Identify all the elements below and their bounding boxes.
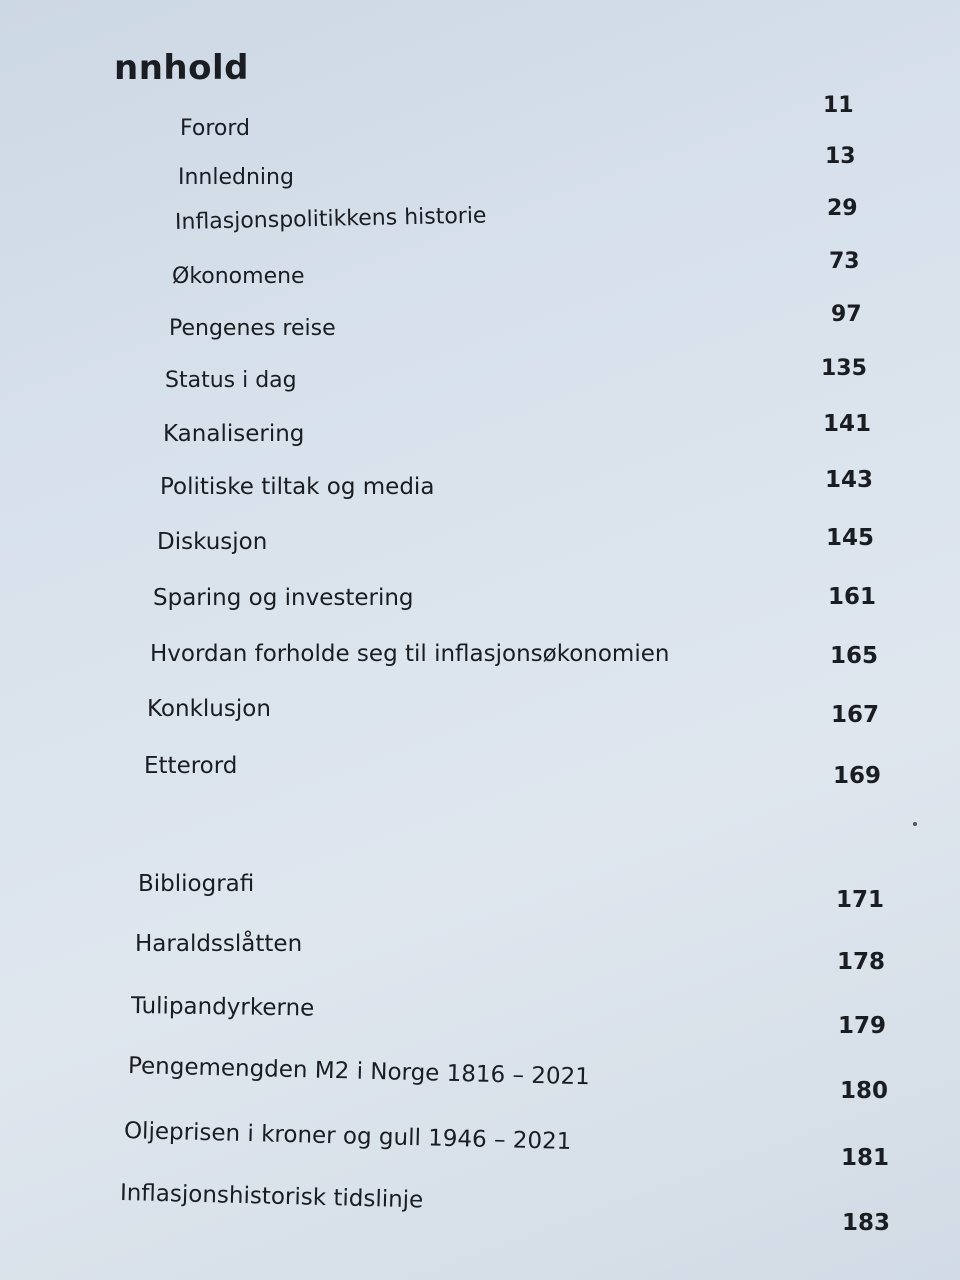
toc-entry-title: Innledning (178, 165, 294, 190)
toc-entry-page: 161 (828, 584, 877, 610)
toc-entry-page: 13 (825, 144, 856, 169)
toc-entry-page: 178 (837, 949, 886, 975)
contents-heading: nnhold (114, 48, 249, 88)
toc-entry-title: Pengemengden M2 i Norge 1816 – 2021 (127, 1053, 591, 1091)
toc-entry-title: Inflasjonspolitikkens historie (174, 203, 487, 235)
toc-entry-page: 169 (833, 763, 882, 789)
toc-entry-title: Pengenes reise (169, 316, 336, 341)
toc-entry-title: Tulipandyrkerne (130, 993, 315, 1022)
toc-entry-page: 179 (838, 1013, 887, 1039)
toc-entry-title: Økonomene (172, 264, 305, 289)
toc-entry-page: 97 (831, 302, 862, 327)
paper-speck (913, 822, 917, 826)
toc-entry-title: Sparing og investering (153, 585, 414, 611)
toc-entry-page: 181 (841, 1145, 890, 1171)
toc-entry-page: 167 (831, 702, 880, 728)
toc-entry-page: 145 (826, 525, 875, 551)
toc-entry-title: Hvordan forholde seg til inflasjonsøkonomien (150, 641, 670, 667)
toc-entry-page: 135 (821, 356, 867, 381)
toc-entry-page: 180 (840, 1078, 889, 1104)
toc-entry-page: 29 (827, 196, 858, 221)
toc-entry-title: Kanalisering (163, 421, 305, 447)
toc-entry-title: Diskusjon (157, 529, 268, 555)
toc-entry-page: 141 (823, 411, 872, 437)
toc-entry-page: 143 (825, 467, 874, 493)
toc-entry-title: Etterord (144, 753, 238, 779)
toc-entry-title: Forord (180, 116, 250, 141)
toc-entry-title: Status i dag (165, 368, 297, 393)
toc-entry-page: 165 (830, 643, 879, 669)
toc-entry-title: Konklusjon (147, 696, 271, 722)
toc-entry-title: Bibliografi (138, 871, 255, 897)
toc-entry-page: 171 (836, 887, 885, 913)
toc-entry-title: Oljeprisen i kroner og gull 1946 – 2021 (123, 1118, 572, 1155)
toc-entry-title: Politiske tiltak og media (160, 474, 435, 500)
toc-entry-title: Haraldsslåtten (135, 931, 303, 957)
toc-entry-page: 183 (842, 1210, 891, 1236)
toc-entry-page: 11 (823, 93, 854, 118)
toc-entry-title: Inflasjonshistorisk tidslinje (119, 1180, 424, 1214)
toc-entry-page: 73 (829, 249, 860, 274)
